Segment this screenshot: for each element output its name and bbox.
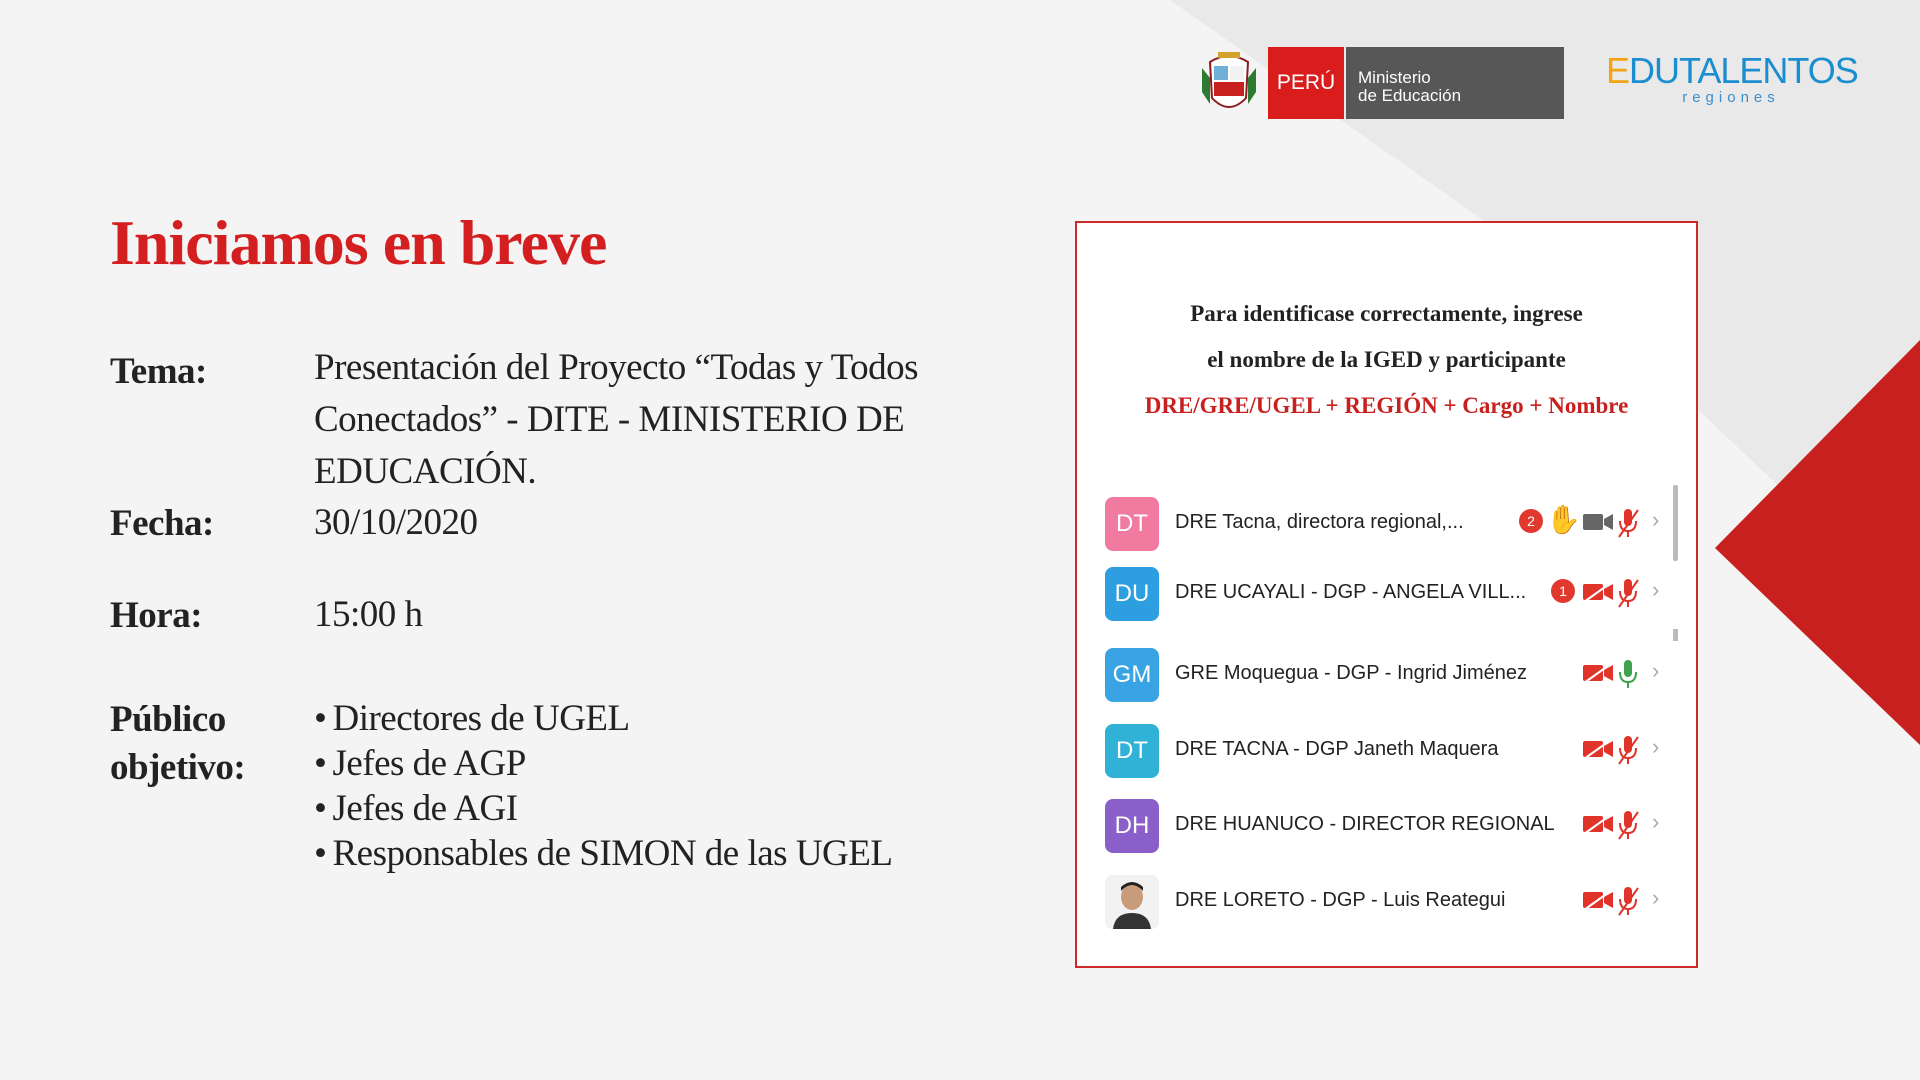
camera-off-icon[interactable] [1582, 889, 1614, 911]
audience-list [314, 696, 892, 876]
camera-icon[interactable] [1582, 511, 1614, 533]
camera-off-icon[interactable] [1582, 581, 1614, 603]
participants-panel [1075, 221, 1698, 968]
chevron-right-icon[interactable]: › [1652, 885, 1660, 910]
hora-label: Hora: [110, 595, 203, 636]
tema-label: Tema: [110, 351, 207, 392]
camera-off-icon[interactable] [1582, 662, 1614, 684]
scrollbar-thumb[interactable] [1673, 485, 1678, 561]
hora-value: 15:00 h [314, 594, 423, 635]
participant-name: DRE HUANUCO - DIRECTOR REGIONAL [1175, 813, 1555, 835]
publico-label-1: Público [110, 699, 226, 740]
scrollbar-marker [1673, 629, 1678, 641]
avatar: GM [1105, 648, 1159, 702]
avatar [1105, 875, 1159, 929]
edutalentos-sub: regiones [1682, 89, 1780, 106]
avatar: DU [1105, 567, 1159, 621]
instruction-line-2: el nombre de la IGED y participante [1207, 347, 1566, 372]
participant-row[interactable] [1105, 795, 1665, 855]
participant-row[interactable] [1105, 720, 1665, 780]
participant-row[interactable] [1105, 871, 1665, 931]
participant-name: DRE Tacna, directora regional,... [1175, 511, 1464, 533]
chevron-right-icon[interactable]: › [1652, 734, 1660, 759]
notification-badge: 2 [1519, 509, 1543, 533]
microphone-icon[interactable] [1616, 658, 1640, 690]
participant-name: DRE TACNA - DGP Janeth Maquera [1175, 738, 1499, 760]
tema-value: Presentación del Proyecto “Todas y Todos Conectados” - DITE - MINISTERIO DE EDUCACIÓN. [314, 347, 919, 492]
chevron-right-icon[interactable]: › [1652, 809, 1660, 834]
participant-row[interactable] [1105, 644, 1665, 704]
edutalentos-logo [1606, 50, 1858, 106]
avatar: DH [1105, 799, 1159, 853]
instruction-line-3: DRE/GRE/UGEL + REGIÓN + Cargo + Nombre [1144, 393, 1629, 418]
ministry-logo-box [1346, 47, 1564, 119]
camera-off-icon[interactable] [1582, 813, 1614, 835]
fecha-label: Fecha: [110, 503, 214, 544]
participant-name: DRE UCAYALI - DGP - ANGELA VILL... [1175, 581, 1527, 603]
microphone-muted-icon[interactable] [1616, 885, 1640, 917]
notification-badge: 1 [1551, 579, 1575, 603]
audience-item: • Jefes de AGP [314, 741, 892, 786]
raised-hand-icon: ✋ [1546, 504, 1581, 535]
participant-name: DRE LORETO - DGP - Luis Reategui [1175, 889, 1506, 911]
audience-item: • Jefes de AGI [314, 786, 892, 831]
fecha-value: 30/10/2020 [314, 502, 478, 543]
publico-label-2: objetivo: [110, 747, 246, 788]
identification-instructions [1077, 291, 1696, 429]
participant-name: GRE Moquegua - DGP - Ingrid Jiménez [1175, 662, 1528, 684]
audience-item: • Responsables de SIMON de las UGEL [314, 831, 892, 876]
participant-row[interactable] [1105, 563, 1665, 623]
chevron-right-icon[interactable]: › [1652, 658, 1660, 683]
chevron-right-icon[interactable]: › [1652, 577, 1660, 602]
edutalentos-rest: DUTALENTOS [1629, 50, 1858, 91]
ministry-line-1: Ministerio [1358, 68, 1431, 87]
microphone-muted-icon[interactable] [1616, 809, 1640, 841]
slide-title: Iniciamos en breve [110, 207, 607, 278]
camera-off-icon[interactable] [1582, 738, 1614, 760]
edutalentos-wordmark [1606, 50, 1858, 91]
user-photo-icon [1105, 875, 1159, 929]
edutalentos-e: E [1606, 50, 1630, 91]
instruction-line-1: Para identificase correctamente, ingrese [1190, 301, 1583, 326]
microphone-muted-icon[interactable] [1616, 507, 1640, 539]
peru-logo-box: PERÚ [1268, 47, 1344, 119]
chevron-right-icon[interactable]: › [1652, 507, 1660, 532]
participant-row[interactable] [1105, 493, 1665, 553]
ministry-line-2: de Educación [1358, 86, 1462, 105]
avatar: DT [1105, 724, 1159, 778]
coat-of-arms-icon [1200, 48, 1258, 118]
avatar: DT [1105, 497, 1159, 551]
microphone-muted-icon[interactable] [1616, 734, 1640, 766]
microphone-muted-icon[interactable] [1616, 577, 1640, 609]
audience-item: • Directores de UGEL [314, 696, 892, 741]
